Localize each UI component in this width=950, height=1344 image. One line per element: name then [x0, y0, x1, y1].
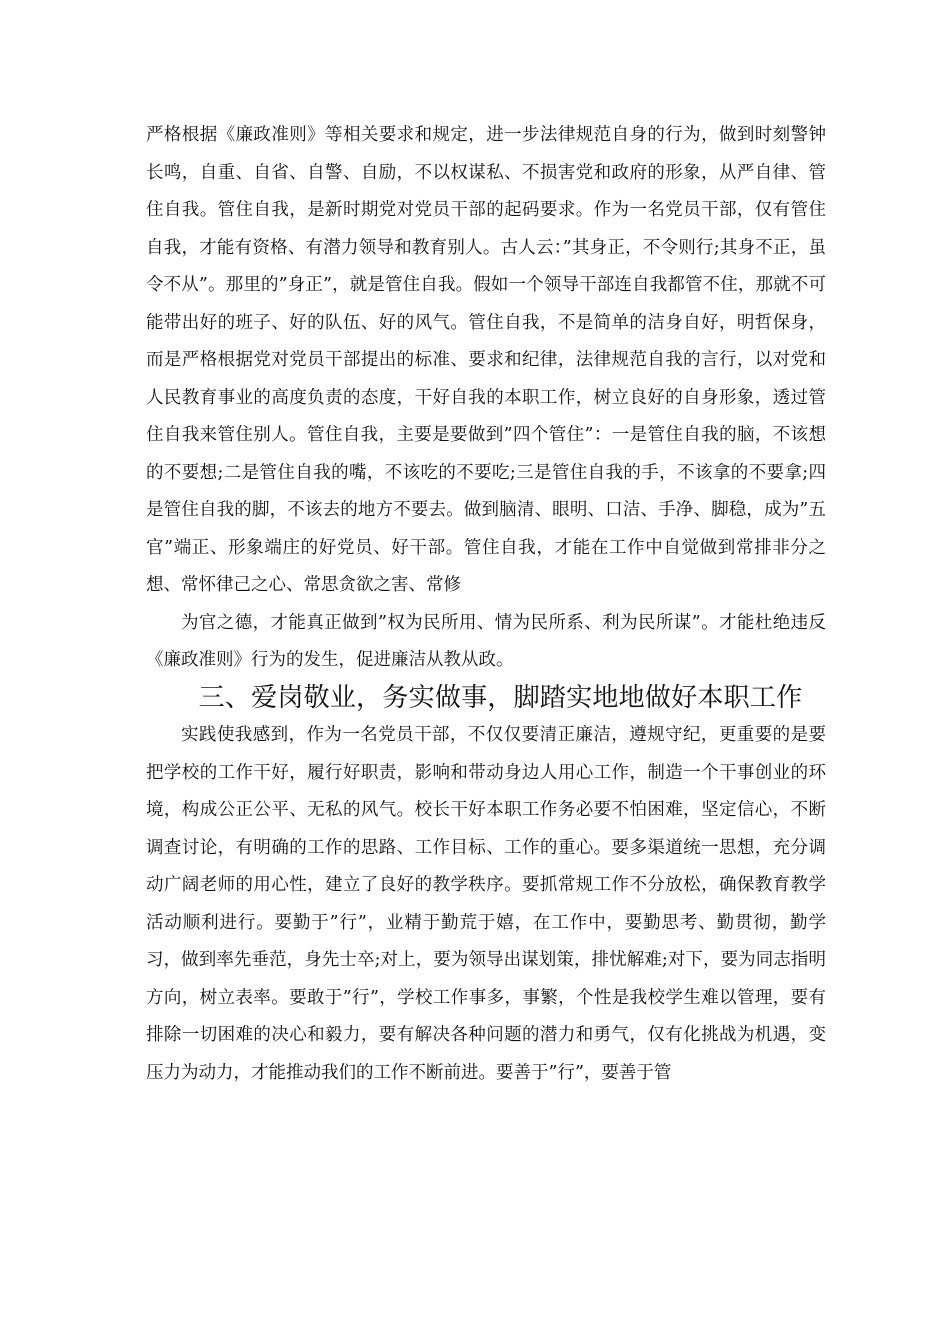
section-heading: 三、爱岗敬业，务实做事，脚踏实地地做好本职工作	[198, 682, 803, 713]
paragraph-official-virtue: 为官之德，才能真正做到”权为民所用、情为民所系、利为民所谋”。才能杜绝违反《廉政准则》行为的发生，促进廉洁从教从政。	[146, 612, 826, 670]
paragraph-self-discipline: 严格根据《廉政准则》等相关要求和规定，进一步法律规范自身的行为，做到时刻警钟长鸣，自重、自省、自警、自励，不以权谋私、不损害党和政府的形象，从严自律、管住自我。管住自我，是新时期党对党员干部的起码要求。作为一名党员干部，仅有管住自我，才能有资格、有潜力领导和教育别人。古人云：”其身正，不令则行;其身不正，虽令不从”。那里的”身正”，就是管住自我。假如一个领导干部连自我都管不住，那就不可能带出好的班子、好的队伍、好的风气。管住自我，不是简单的洁身自好，明哲保身，而是严格根据党对党员干部提出的标准、要求和纪律，法律规范自我的言行，以对党和人民教育事业的高度负责的态度，干好自我的本职工作，树立良好的自身形象，透过管住自我来管住别人。管住自我，主要是要做到”四个管住”：一是管住自我的脑，不该想的不要想;二是管住自我的嘴，不该吃的不要吃;三是管住自我的手，不该拿的不要拿;四是管住自我的脚，不该去的地方不要去。做到脑清、眼明、口洁、手净、脚稳，成为”五官”端正、形象端庄的好党员、好干部。管住自我，才能在工作中自觉做到常排非分之想、常怀律己之心、常思贪欲之害、常修	[146, 125, 826, 595]
document-body	[146, 117, 826, 1092]
paragraph-dedication: 实践使我感到，作为一名党员干部，不仅仅要清正廉洁，遵规守纪，更重要的是要把学校的工作干好，履行好职责，影响和带动身边人用心工作，制造一个干事创业的环境，构成公正公平、无私的风气。校长干好本职工作务必要不怕困难，坚定信心，不断调查讨论，有明确的工作的思路、工作目标、工作的重心。要多渠道统一思想，充分调动广阔老师的用心性，建立了良好的教学秩序。要抓常规工作不分放松，确保教育教学活动顺利进行。要勤于”行”，业精于勤荒于嬉，在工作中，要勤思考、勤贯彻，勤学习，做到率先垂范，身先士卒;对上，要为领导出谋划策，排忧解难;对下，要为同志指明方向，树立表率。要敢于”行”，学校工作事多，事繁，个性是我校学生难以管理，要有排除一切困难的决心和毅力，要有解决各种问题的潜力和勇气，仅有化挑战为机遇，变压力为动力，才能推动我们的工作不断前进。要善于”行”，要善于管	[146, 725, 826, 1083]
